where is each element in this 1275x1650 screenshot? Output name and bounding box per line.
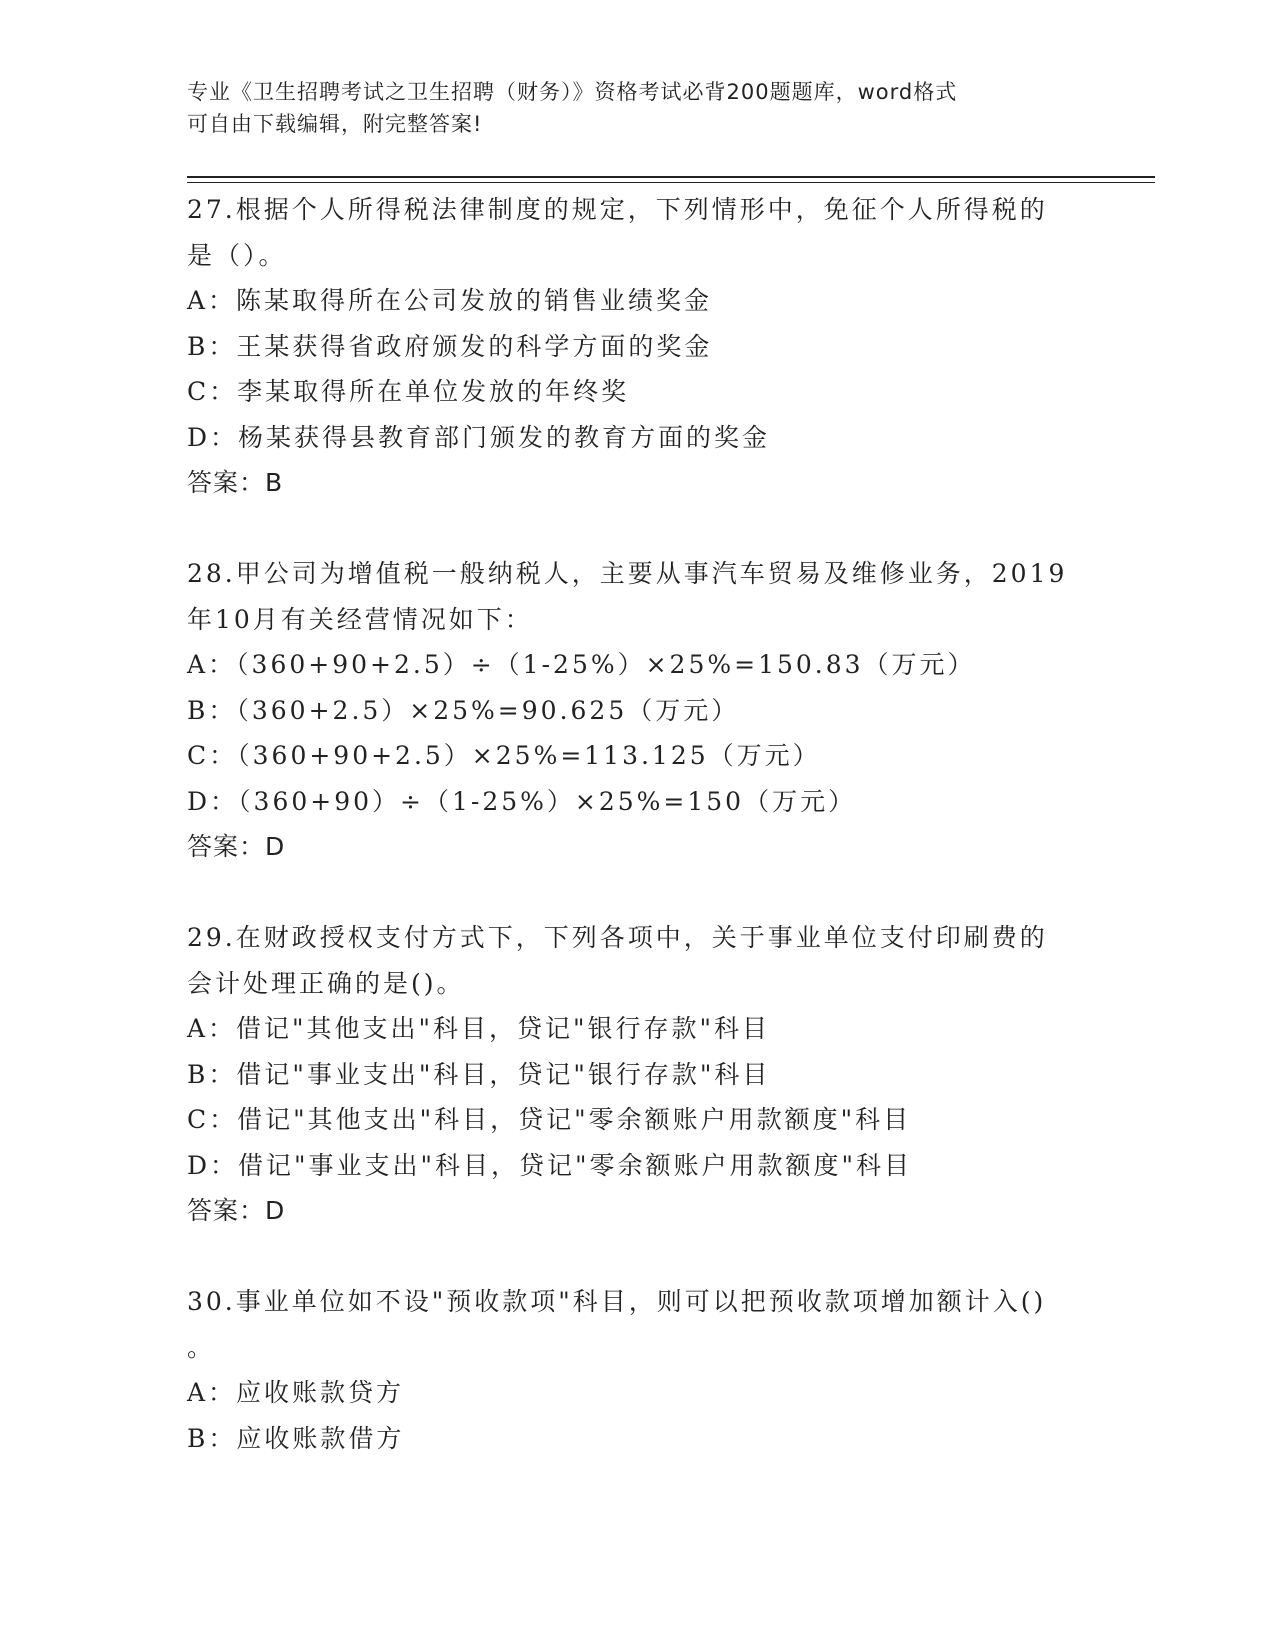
question-stem: 是（）。 <box>187 240 287 270</box>
question-stem: 。 <box>187 1332 216 1362</box>
option-b: B：借记"事业支出"科目，贷记"银行存款"科目 <box>187 1059 771 1089</box>
option-a: A：应收账款贷方 <box>187 1378 405 1407</box>
answer: 答案：D <box>187 1196 286 1225</box>
header-title-line-1: 专业《卫生招聘考试之卫生招聘（财务）》资格考试必背200题题库，word格式 <box>187 80 958 104</box>
option-b: B：应收账款借方 <box>187 1423 405 1453</box>
question-list <box>187 187 1087 1461</box>
option-a: A：（360+90+2.5）÷（1-25%）×25%=150.83（万元） <box>187 650 976 679</box>
question-block <box>187 915 1087 1234</box>
question-stem: 27.根据个人所得税法律制度的规定，下列情形中，免征个人所得税的 <box>187 195 1048 224</box>
question-stem: 年10月有关经营情况如下： <box>187 604 533 634</box>
header-divider-thick <box>187 176 1155 178</box>
option-d: D：借记"事业支出"科目，贷记"零余额账户用款额度"科目 <box>187 1150 913 1180</box>
header-divider-thin <box>187 182 1155 183</box>
option-c: C：李某取得所在单位发放的年终奖 <box>187 377 630 406</box>
question-stem: 会计处理正确的是()。 <box>187 968 465 998</box>
option-b: B：王某获得省政府颁发的科学方面的奖金 <box>187 331 713 361</box>
question-stem: 28.甲公司为增值税一般纳税人，主要从事汽车贸易及维修业务，2019 <box>187 559 1068 588</box>
option-b: B：（360+2.5）×25%=90.625（万元） <box>187 695 740 725</box>
question-block <box>187 551 1087 870</box>
document-header <box>187 76 1087 140</box>
option-c: C：（360+90+2.5）×25%=113.125（万元） <box>187 741 821 770</box>
option-a: A：陈某取得所在公司发放的销售业绩奖金 <box>187 286 713 315</box>
option-a: A：借记"其他支出"科目，贷记"银行存款"科目 <box>187 1014 771 1043</box>
question-block <box>187 187 1087 506</box>
answer: 答案：D <box>187 832 286 861</box>
answer: 答案：B <box>187 468 284 497</box>
option-c: C：借记"其他支出"科目，贷记"零余额账户用款额度"科目 <box>187 1105 912 1134</box>
question-stem: 29.在财政授权支付方式下，下列各项中，关于事业单位支付印刷费的 <box>187 923 1048 952</box>
option-d: D：（360+90）÷（1-25%）×25%=150（万元） <box>187 786 857 816</box>
question-stem: 30.事业单位如不设"预收款项"科目，则可以把预收款项增加额计入() <box>187 1287 1047 1316</box>
option-d: D：杨某获得县教育部门颁发的教育方面的奖金 <box>187 422 771 452</box>
header-title-line-2: 可自由下载编辑，附完整答案! <box>187 112 483 136</box>
question-block <box>187 1279 1087 1461</box>
